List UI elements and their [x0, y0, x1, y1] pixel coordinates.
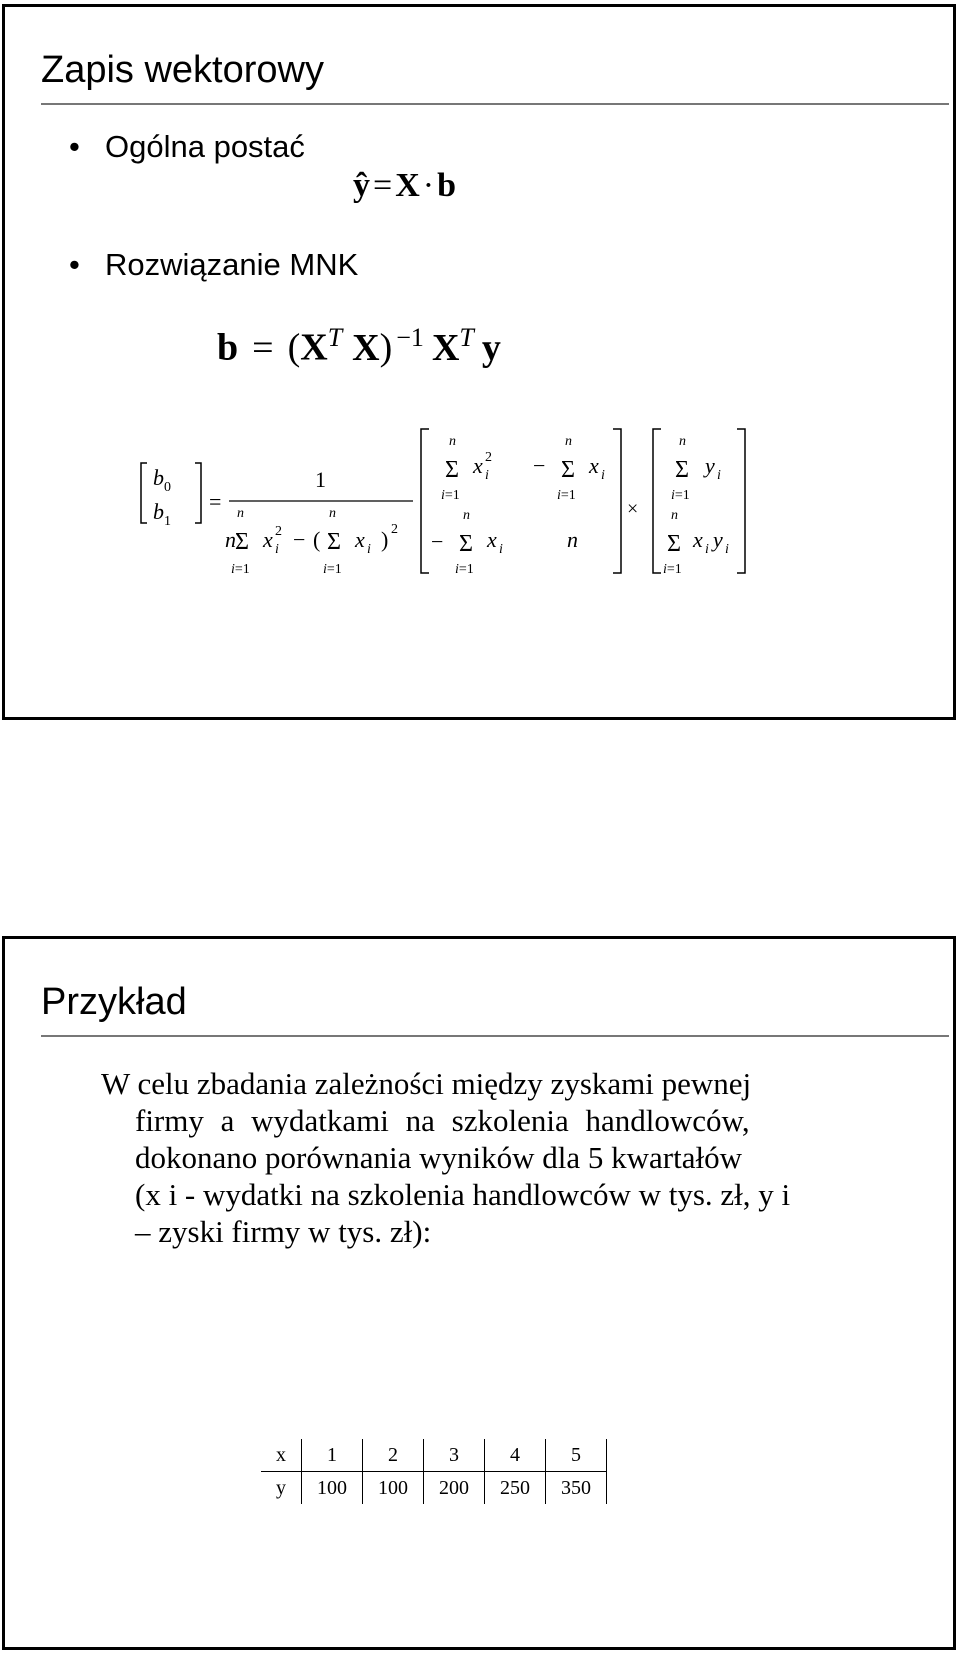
paragraph-line: dokonano porównania wyników dla 5 kwartałów — [135, 1140, 742, 1175]
table-cell: 4 — [485, 1439, 546, 1472]
svg-text:y: y — [705, 453, 715, 478]
bracket-left-open — [141, 463, 147, 523]
svg-text:i: i — [275, 542, 279, 557]
svg-text:Σ: Σ — [675, 457, 689, 483]
bullet-general-form — [69, 131, 305, 162]
svg-text:n: n — [463, 508, 470, 523]
paragraph-line: firmy a wydatkami na szkolenia handlowców, — [135, 1103, 750, 1138]
svg-text:Σ: Σ — [327, 529, 341, 555]
row-label: x — [261, 1439, 302, 1472]
svg-text:Σ: Σ — [667, 531, 681, 557]
slide-title: Zapis wektorowy — [41, 49, 324, 91]
table-cell: 250 — [485, 1472, 546, 1505]
bullet-ols-solution — [69, 249, 358, 280]
svg-text:i=1: i=1 — [323, 562, 342, 577]
equation-general-form: ŷ=X·b — [353, 167, 456, 204]
vector-cell-2 — [663, 508, 729, 577]
svg-text:x: x — [263, 527, 273, 552]
svg-text:n: n — [565, 434, 572, 449]
paragraph-line: W celu zbadania zależności między zyskami pewnej — [101, 1066, 752, 1101]
matrix-bracket-open — [421, 429, 429, 573]
svg-text:i=1: i=1 — [557, 488, 576, 503]
table-cell: 2 — [363, 1439, 424, 1472]
fraction-numerator: 1 — [315, 467, 326, 492]
svg-text:i: i — [601, 468, 605, 483]
svg-text:Σ: Σ — [561, 457, 575, 483]
matrix-bracket-close — [613, 429, 621, 573]
times-operator: × — [627, 498, 639, 520]
row-label: y — [261, 1472, 302, 1505]
svg-text:x: x — [473, 453, 483, 478]
bracket-left-close — [195, 463, 201, 523]
svg-text:): ) — [381, 527, 389, 552]
matrix-formula — [133, 423, 773, 583]
svg-text:2: 2 — [391, 522, 398, 537]
table-row-x — [261, 1439, 607, 1472]
slide-example — [2, 936, 956, 1650]
table-cell: 1 — [302, 1439, 363, 1472]
svg-text:i=1: i=1 — [441, 488, 460, 503]
svg-text:n: n — [671, 508, 678, 523]
vector-cell-1 — [671, 434, 721, 503]
equals-sign: = — [209, 489, 222, 514]
svg-text:y: y — [713, 527, 723, 552]
matrix-cell-21 — [431, 508, 503, 577]
table-cell: 3 — [424, 1439, 485, 1472]
bullet-label: Ogólna postać — [105, 129, 305, 164]
slide-vector-notation — [2, 4, 956, 720]
paragraph-line: – zyski firmy w tys. zł): — [135, 1214, 432, 1249]
svg-text:(: ( — [313, 527, 321, 552]
svg-text:n: n — [679, 434, 686, 449]
bullet-icon: • — [69, 129, 80, 164]
table-cell: 350 — [546, 1472, 607, 1505]
svg-text:−: − — [293, 527, 306, 552]
svg-text:Σ: Σ — [445, 457, 459, 483]
svg-text:i: i — [485, 468, 489, 483]
example-description — [101, 1065, 901, 1250]
svg-text:Σ: Σ — [459, 531, 473, 557]
svg-text:i: i — [705, 542, 709, 557]
svg-text:i: i — [367, 542, 371, 557]
b0-label: $b_0$ — [153, 465, 171, 495]
table-cell: 5 — [546, 1439, 607, 1472]
slide-title: Przykład — [41, 981, 187, 1023]
svg-text:i: i — [499, 542, 503, 557]
svg-text:i=1: i=1 — [663, 562, 682, 577]
svg-text:n: n — [329, 506, 336, 521]
svg-text:Σ: Σ — [235, 529, 249, 555]
b1-label: $b_1$ — [153, 499, 171, 529]
svg-text:2: 2 — [275, 524, 282, 539]
svg-text:i=1: i=1 — [231, 562, 250, 577]
svg-text:x: x — [487, 527, 497, 552]
svg-text:−: − — [431, 529, 444, 554]
bullet-icon: • — [69, 247, 80, 282]
title-divider — [41, 103, 949, 105]
svg-text:n: n — [237, 506, 244, 521]
matrix-cell-12 — [533, 434, 605, 503]
vector-bracket-open — [653, 429, 661, 573]
table-cell: 100 — [363, 1472, 424, 1505]
title-divider — [41, 1035, 949, 1037]
svg-text:x: x — [355, 527, 365, 552]
svg-text:x: x — [589, 453, 599, 478]
svg-text:i=1: i=1 — [671, 488, 690, 503]
table-row-y — [261, 1472, 607, 1505]
svg-text:−: − — [533, 453, 546, 478]
table-cell: 200 — [424, 1472, 485, 1505]
svg-text:n: n — [449, 434, 456, 449]
paragraph-line: (x i - wydatki na szkolenia handlowców w tys. zł, y i — [135, 1177, 791, 1212]
fraction-denominator — [225, 506, 398, 577]
bullet-label: Rozwiązanie MNK — [105, 247, 359, 282]
svg-text:i: i — [717, 468, 721, 483]
vector-bracket-close — [737, 429, 745, 573]
svg-text:x: x — [693, 527, 703, 552]
matrix-cell-11 — [441, 434, 492, 503]
svg-text:i: i — [725, 542, 729, 557]
table-cell: 100 — [302, 1472, 363, 1505]
svg-text:2: 2 — [485, 450, 492, 465]
matrix-cell-22: n — [567, 527, 578, 552]
svg-text:n: n — [225, 527, 236, 552]
equation-ols-solution: $b = (X^T$ X) $^{-1}$ $X^T$ y — [217, 323, 501, 369]
data-table — [261, 1439, 607, 1504]
svg-text:i=1: i=1 — [455, 562, 474, 577]
